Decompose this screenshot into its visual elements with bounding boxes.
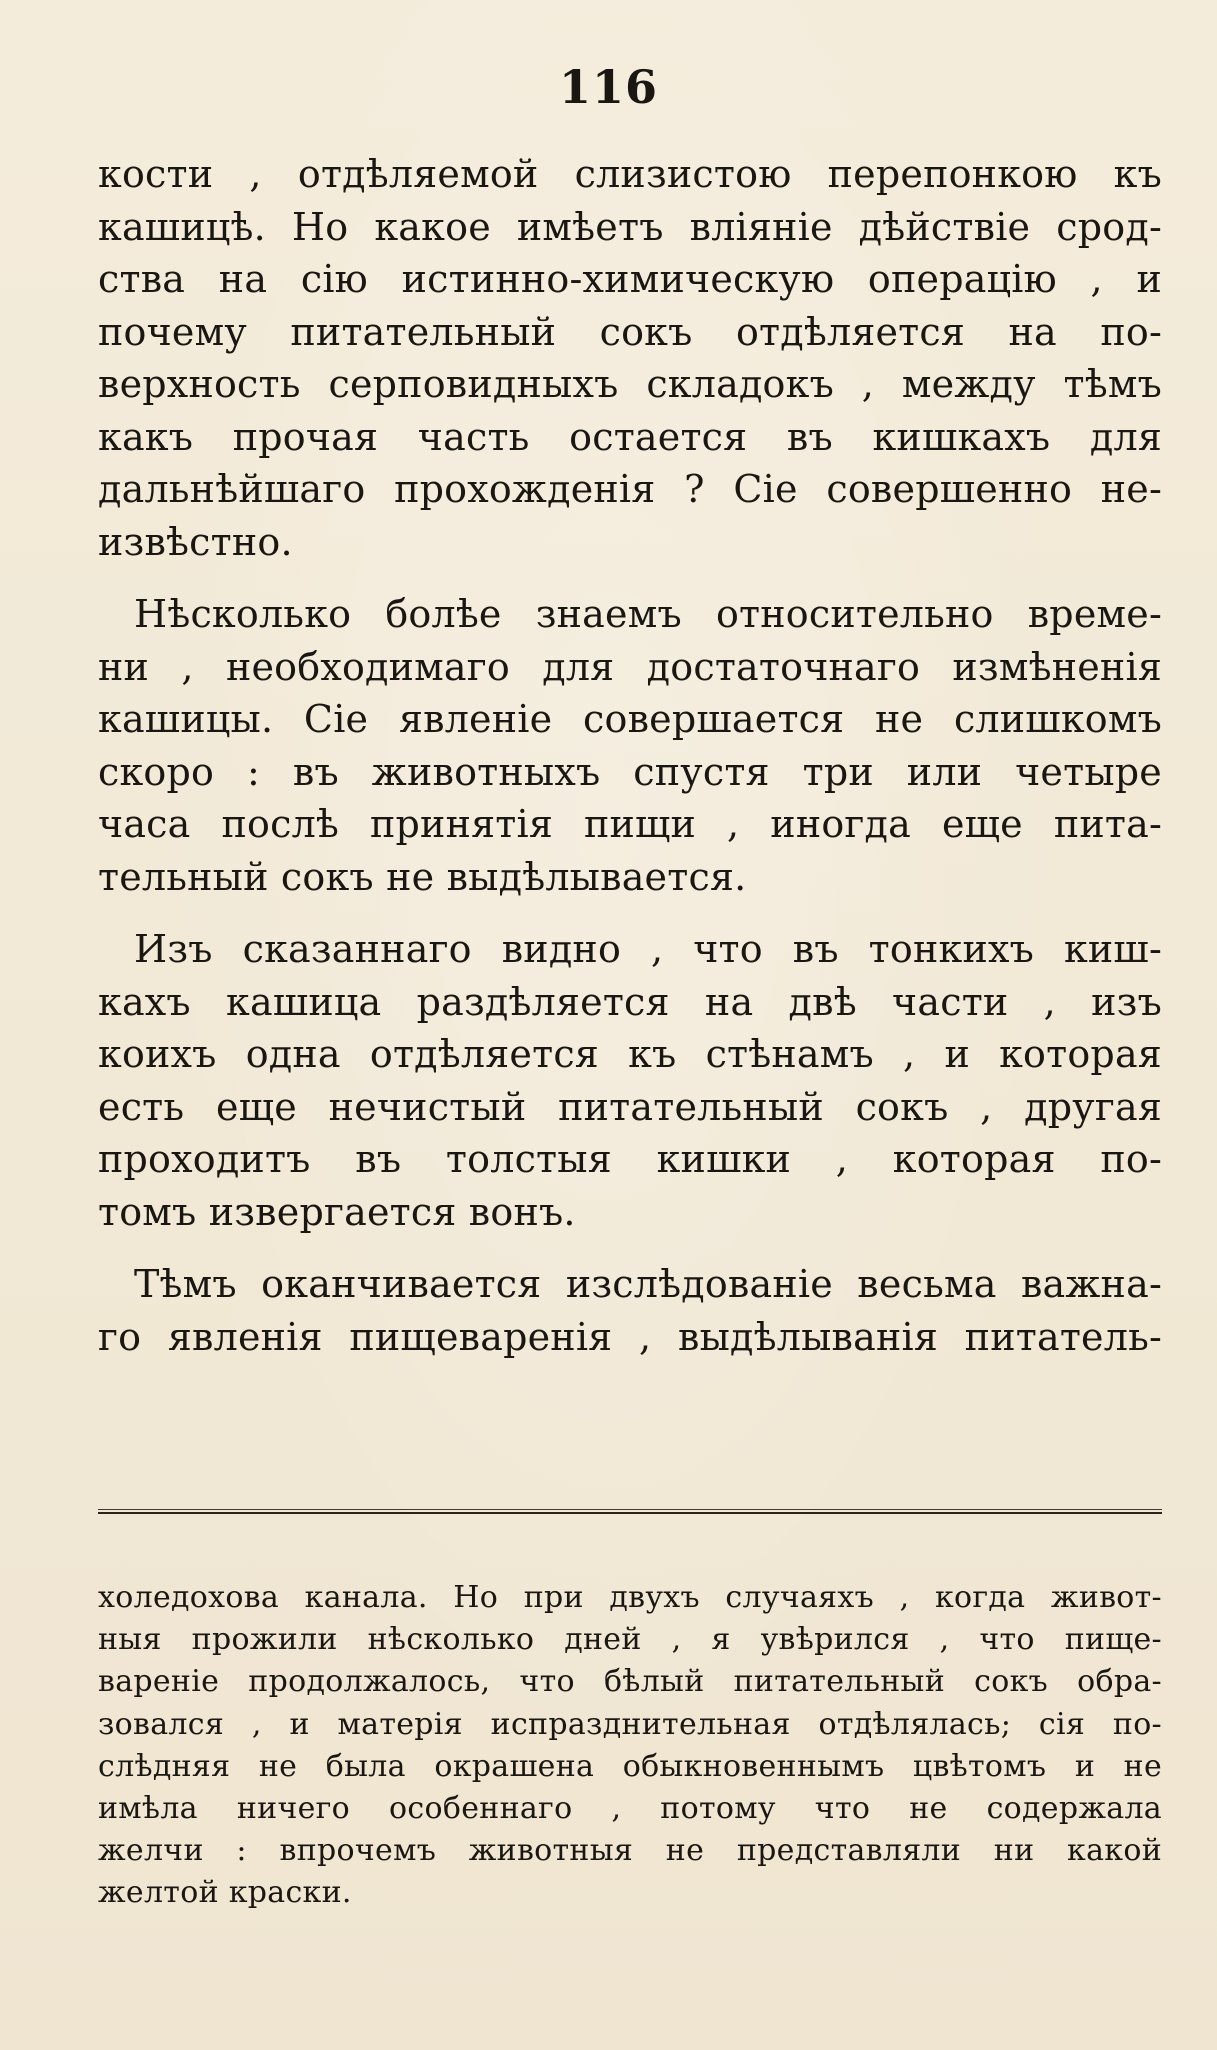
text-line: томъ извергается вонъ. bbox=[98, 1189, 576, 1234]
footnote-separator-rule bbox=[98, 1512, 1162, 1514]
text-line: го явленія пищеваренія , выдѣлыванія питатель- bbox=[98, 1314, 1162, 1359]
text-line: кашицы. Сіе явленіе совершается не слишкомъ bbox=[98, 697, 1162, 741]
page-number: 116 bbox=[558, 60, 659, 114]
footnote-line: зовался , и матерія испразднительная отдѣлялась; сія по- bbox=[98, 1706, 1162, 1742]
footnote bbox=[98, 1577, 1162, 1915]
paragraph-4 bbox=[98, 1258, 1162, 1363]
text-line: есть еще нечистый питательный сокъ , другая bbox=[98, 1084, 1162, 1129]
text-line: кахъ кашица раздѣляется на двѣ части , изъ bbox=[98, 979, 1162, 1024]
text-line: ни , необходимаго для достаточнаго измѣненія bbox=[98, 644, 1162, 689]
paragraph-2 bbox=[98, 588, 1162, 903]
footnote-line: имѣла ничего особеннаго , потому что не содержала bbox=[98, 1791, 1162, 1827]
text-line: какъ прочая часть остается въ кишкахъ для bbox=[98, 414, 1162, 459]
paragraph-1 bbox=[98, 148, 1162, 568]
footnote-line: желтой краски. bbox=[98, 1875, 352, 1911]
text-line: дальнѣйшаго прохожденія ? Сіе совершенно не- bbox=[98, 467, 1162, 511]
text-line: ства на сію истинно-химическую операцію , и bbox=[98, 257, 1162, 301]
text-line: часа послѣ принятія пищи , иногда еще пита- bbox=[98, 802, 1162, 846]
text-line: проходитъ въ толстыя кишки , которая по- bbox=[98, 1137, 1162, 1181]
footnote-line: слѣдняя не была окрашена обыкновеннымъ цвѣтомъ и не bbox=[98, 1748, 1162, 1784]
text-line: скоро : въ животныхъ спустя три или четыре bbox=[98, 749, 1162, 794]
main-text bbox=[98, 148, 1162, 1383]
footnote-line: ныя прожили нѣсколько дней , я увѣрился , что пище- bbox=[98, 1622, 1162, 1658]
paragraph-3 bbox=[98, 923, 1162, 1238]
text-line: Тѣмъ оканчивается изслѣдованіе весьма важна- bbox=[134, 1262, 1162, 1306]
text-line: Нѣсколько болѣе знаемъ относительно време- bbox=[134, 592, 1162, 636]
footnote-line: желчи : впрочемъ животныя не представляли ни какой bbox=[98, 1833, 1162, 1869]
footnote-line: холедохова канала. Но при двухъ случаяхъ , когда живот- bbox=[98, 1580, 1162, 1615]
text-line: кости , отдѣляемой слизистою перепонкою къ bbox=[98, 152, 1162, 196]
text-line: почему питательный сокъ отдѣляется на по- bbox=[98, 309, 1162, 354]
text-line: кашицѣ. Но какое имѣетъ вліяніе дѣйствіе срод- bbox=[98, 204, 1162, 249]
text-line: коихъ одна отдѣляется къ стѣнамъ , и которая bbox=[98, 1032, 1162, 1076]
footnote-line: вареніе продолжалось, что бѣлый питательный сокъ обра- bbox=[98, 1664, 1162, 1700]
text-line: Изъ сказаннаго видно , что въ тонкихъ киш- bbox=[134, 927, 1162, 971]
text-line: верхность серповидныхъ складокъ , между тѣмъ bbox=[98, 362, 1162, 406]
text-line: тельный сокъ не выдѣлывается. bbox=[98, 854, 747, 899]
text-line: извѣстно. bbox=[98, 519, 293, 564]
